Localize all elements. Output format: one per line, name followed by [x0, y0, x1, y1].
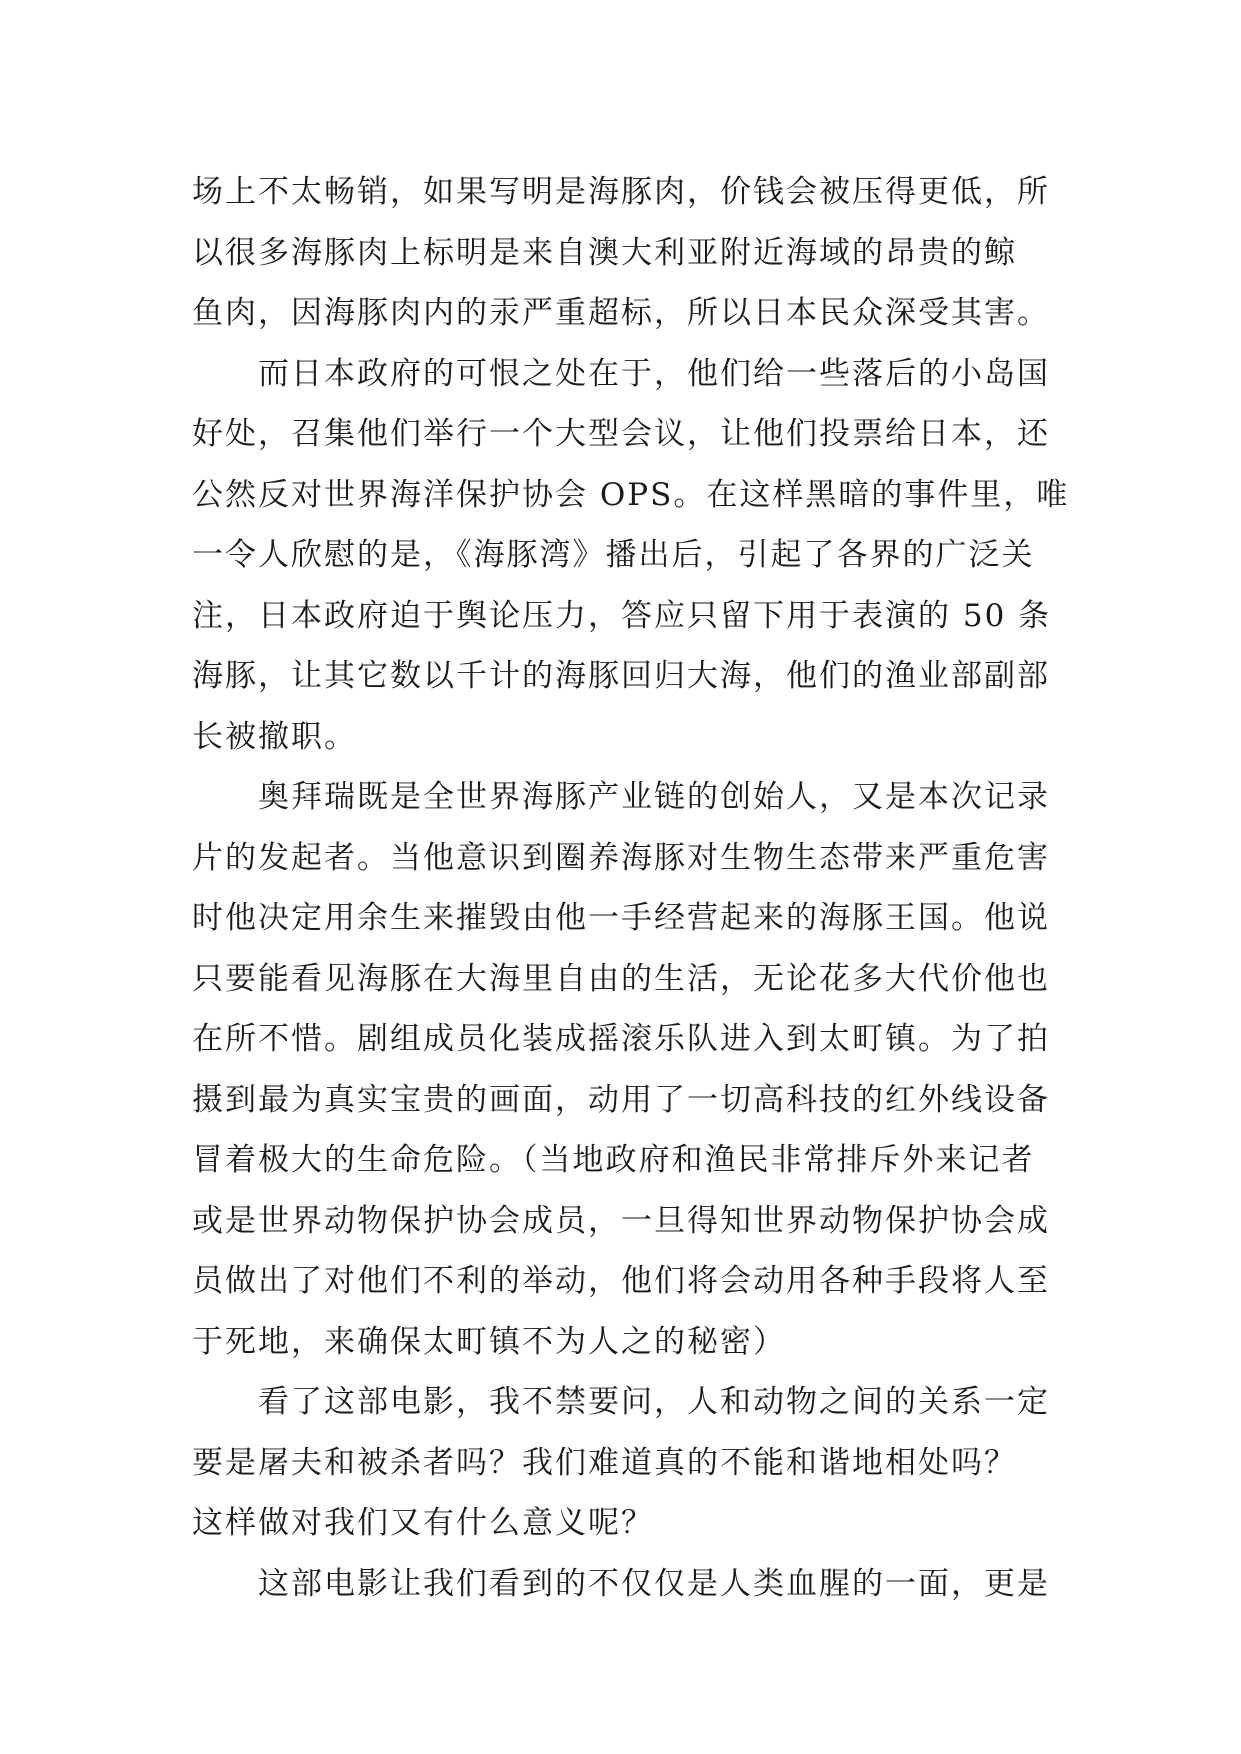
- text-line: 注，日本政府迫于舆论压力，答应只留下用于表演的 50 条: [192, 597, 1052, 634]
- paragraph-5: [192, 1554, 1060, 1615]
- text-line: 在所不惜。剧组成员化装成摇滚乐队进入到太町镇。为了拍: [192, 1021, 1050, 1057]
- text-line: 只要能看见海豚在大海里自由的生活，无论花多大代价他也: [192, 960, 1050, 997]
- text-line: 要是屠夫和被杀者吗？我们难道真的不能和谐地相处吗？: [192, 1444, 1017, 1481]
- text-line: 好处，召集他们举行一个大型会议，让他们投票给日本，还: [192, 416, 1050, 452]
- text-line: 鱼肉，因海豚肉内的汞严重超标，所以日本民众深受其害。: [192, 295, 1050, 331]
- paragraph-4: [192, 1372, 1060, 1554]
- text-line: 或是世界动物保护协会成员，一旦得知世界动物保护协会成: [192, 1202, 1050, 1239]
- text-line: 奥拜瑞既是全世界海豚产业链的创始人，又是本次记录: [258, 779, 1050, 815]
- text-line: 摄到最为真实宝贵的画面，动用了一切高科技的红外线设备: [192, 1081, 1050, 1118]
- text-line: 片的发起者。当他意识到圈养海豚对生物生态带来严重危害: [192, 839, 1050, 876]
- text-line: 而日本政府的可恨之处在于，他们给一些落后的小岛国: [258, 355, 1050, 392]
- document-body: [192, 162, 1070, 1614]
- text-line: 场上不太畅销，如果写明是海豚肉，价钱会被压得更低，所: [192, 174, 1050, 210]
- text-line: 这部电影让我们看到的不仅仅是人类血腥的一面，更是: [258, 1565, 1050, 1602]
- paragraph-1: [192, 162, 1060, 344]
- text-line: 这样做对我们又有什么意义呢？: [192, 1505, 654, 1541]
- paragraph-2: [192, 344, 1070, 768]
- text-line: 冒着极大的生命危险。（当地政府和渔民非常排斥外来记者: [192, 1142, 1035, 1178]
- text-line: 长被撤职。: [192, 718, 357, 755]
- text-line: 于死地，来确保太町镇不为人之的秘密）: [192, 1323, 786, 1360]
- text-line: 员做出了对他们不利的举动，他们将会动用各种手段将人至: [192, 1263, 1050, 1299]
- text-line: 一令人欣慰的是，《海豚湾》播出后，引起了各界的广泛关: [192, 537, 1035, 573]
- text-line: 看了这部电影，我不禁要问，人和动物之间的关系一定: [258, 1384, 1050, 1420]
- paragraph-3: [192, 767, 1060, 1372]
- text-line: 时他决定用余生来摧毁由他一手经营起来的海豚王国。他说: [192, 900, 1050, 936]
- text-line: 公然反对世界海洋保护协会 OPS。在这样黑暗的事件里，唯: [192, 476, 1070, 513]
- text-line: 海豚，让其它数以千计的海豚回归大海，他们的渔业部副部: [192, 658, 1050, 694]
- text-line: 以很多海豚肉上标明是来自澳大利亚附近海域的昂贵的鲸: [192, 234, 1017, 271]
